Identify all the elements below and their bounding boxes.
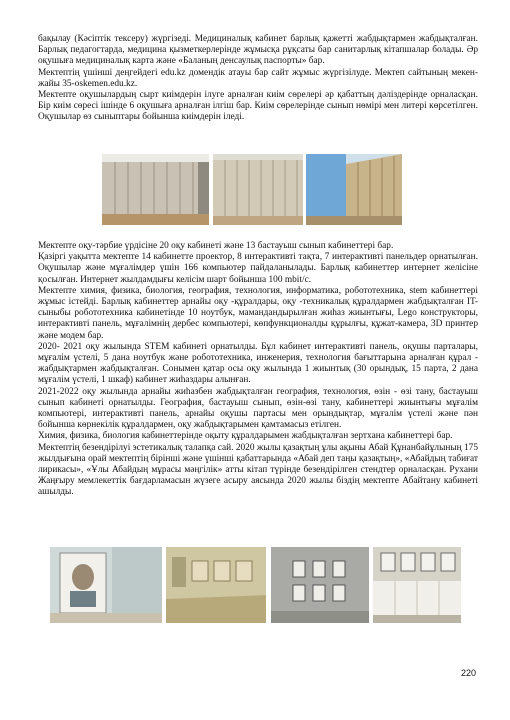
page-number: 220 — [460, 668, 476, 678]
photo-abai-stand-3 — [271, 547, 369, 623]
paragraph: 2020- 2021 оқу жылында STEM кабинеті орнатылды. Бұл кабинет интерактивті панель, оқушы парталары, мұғалім үстелі, 5 дана ноутбук және робототехника, инженерия, технология бағыттарына арналған құрал - жабдықтармен жабдықталған. Сонымен қатар осы оқу жылында 1 жиынтық (30 орындық, 15 парта, 2 дана мұғалім үстелі, 1 шкаф) кабинет жиһаздары алынған. — [38, 341, 478, 386]
paragraph: Мектептің үшінші деңгейдегі edu.kz домендік атауы бар сайт жұмыс жүргізілуде. Мектеп сайтының мекен-жайы 35-oskemen.edu.kz. — [38, 67, 478, 89]
paragraph: Мектепте химия, физика, биология, география, технология, информатика, робототехника, stem кабинеттері жұмыс істейді. Барлық кабинеттер арнайы оқу -құралдары, оқу -техникалық құралдармен жабдықталған IT-сыныбы робототехника кабинетінде 10 ноутбук, мамандандырылған жиһаз жиынтығы, Lego конструкторы, интерактивті панель, мұғалімнің дербес компьютері, көпфункционалды құрылғы, құжат-камера, 3D принтер және модем бар. — [38, 285, 478, 341]
paragraph: Мектепте оқушылардың сырт киімдерін ілуге арналған киім сөрелері әр қабаттың дәліздерінде орналасқан. Бір киім сөресі ішінде 6 оқушыға арналған ілгіш бар. Киім сөрелерінде сынып нөмірі мен литері көрсетілген. Оқушылар өз сыныптары бойынша киімдерін іледі. — [38, 90, 478, 123]
photo-abai-stand-2 — [166, 547, 266, 623]
photo-wardrobes-2 — [213, 154, 303, 225]
paragraph: бақылау (Кәсіптік тексеру) жүргізеді. Медициналық кабинет барлық қажетті жабдықтармен жабдықталған. Барлық педагогтарда, медицина қызметкерлерінде жұмысқа рұқсаты бар санитарлық кітапшалар болады. Әр оқушыға медициналық карта және «Баланың денсаулық паспорты» бар. — [38, 34, 478, 67]
text-block-top — [38, 34, 478, 124]
paragraph: Қазіргі уақытта мектепте 14 кабинетте проектор, 8 интерактивті тақта, 7 интерактивті панельдер орнатылған. Оқушылар және мұғалімдер үшін 166 компьютер пайдаланылады. Барлық кабинеттер интернет желісіне қосылған. Интернет жылдамдығы келісім шарт бойынша 100 mbit/c. — [38, 252, 478, 285]
paragraph: Мектепте оқу-тәрбие үрдісіне 20 оқу кабинеті және 13 бастауыш сынып кабинеттері бар. — [38, 241, 394, 251]
paragraph: 2021-2022 оқу жылында арнайы жиһазбен жабдықталған география, технология, өзін - өзі тану, бастауыш сынып кабинеті орнатылды. География, бастауыш сынып, өзін-өзі тану, кабинеттері жиынтығы мұғалім компьютері, интерактивті панель, арнайы оқушы партасы мен орындықтар, мұғалім үстелі және пән бойынша көрнекілік құралдармен, оқу жабдықтарымен қамтамасыз етілген. — [38, 386, 478, 431]
photo-abai-stand-4 — [373, 547, 461, 623]
paragraph: Химия, физика, биология кабинеттерінде оқыту құралдарымен жабдықталған зертхана кабинеттері бар. — [38, 431, 453, 442]
text-block-main — [38, 241, 478, 499]
paragraph: Мектептің безендірілуі эстетикалық талапқа сай. 2020 жылы қазақтың ұлы ақыны Абай Құнанбайұлының 175 жылдығына орай мектептің бірінші және үшінші қабаттарында «Абай деп таңы қазақтың», «Абайдың табиғат лирикасы», «Ұлы Абайдың мұрасы мәңгілік» атты кітап түрінде безендірілген стендтер орналасқан. Рухани Жаңғыру мемлекеттік бағдарламасын жүзеге асыру аясында 2020 жылы біздің мектепте Абайтану кабинеті ашылды. — [38, 442, 478, 498]
photo-wardrobes-3 — [306, 154, 402, 225]
photo-abai-stand-1 — [50, 547, 162, 623]
photo-wardrobes-1 — [102, 154, 209, 225]
